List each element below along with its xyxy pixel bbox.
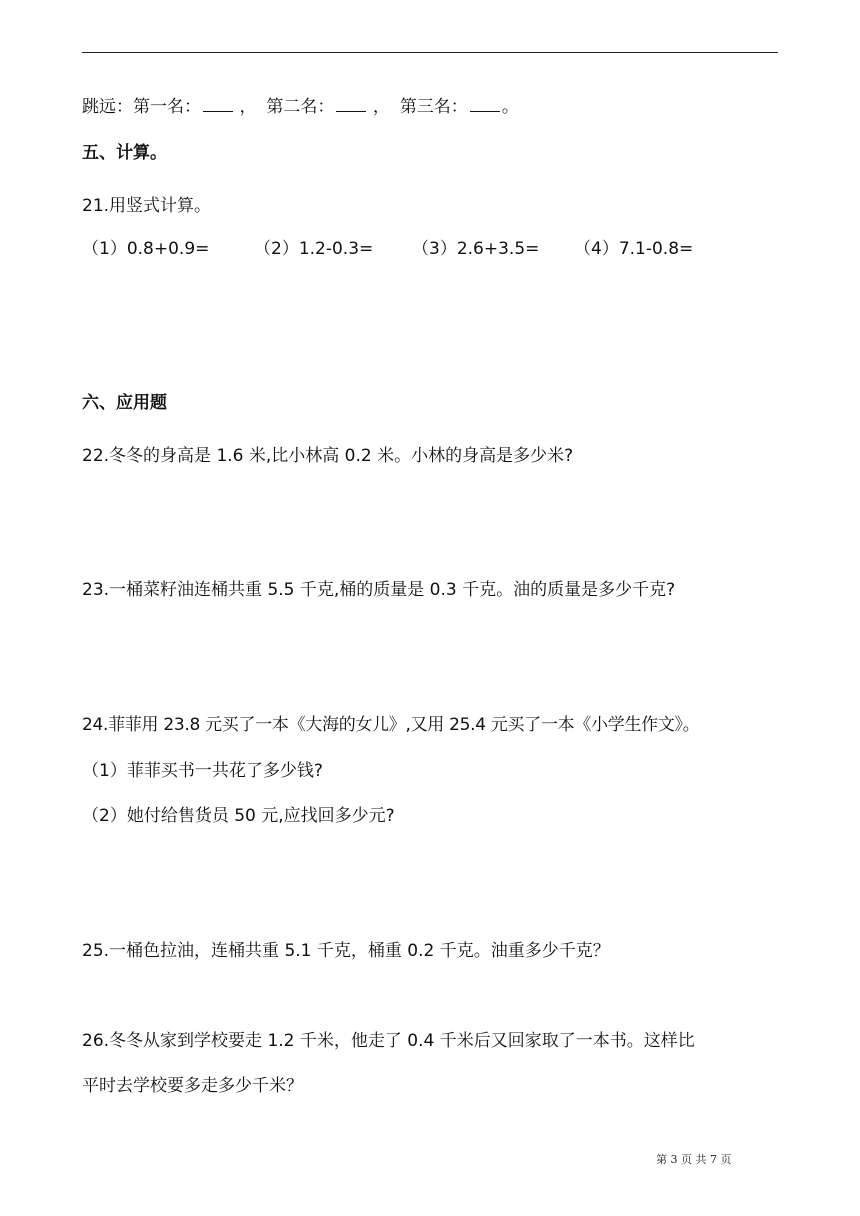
second-place-blank[interactable] — [336, 95, 366, 112]
question-26-line-1: 26.冬冬从家到学校要走 1.2 千米，他走了 0.4 千米后又回家取了一本书。这样比 — [82, 1031, 695, 1051]
section-6-heading: 六、应用题 — [82, 393, 167, 413]
second-place-label: 第二名： — [266, 97, 335, 117]
question-24-sub-2: （2）她付给售货员 50 元,应找回多少元? — [82, 806, 395, 826]
question-26-line-2: 平时去学校要多走多少千米？ — [82, 1076, 303, 1096]
question-21-items — [82, 238, 693, 260]
question-25: 25.一桶色拉油，连桶共重 5.1 千克，桶重 0.2 千克。油重多少千克？ — [82, 941, 610, 961]
long-jump-ranking — [82, 95, 519, 118]
calc-item-1: （1）0.8+0.9= — [82, 239, 210, 259]
question-24-sub-1: （1）菲菲买书一共花了多少钱? — [82, 761, 323, 781]
calc-item-2: （2）1.2-0.3= — [254, 239, 374, 259]
header-rule — [82, 52, 778, 53]
first-place-label: 第一名： — [133, 97, 201, 117]
question-24-title: 24.菲菲用 23.8 元买了一本《大海的女儿》,又用 25.4 元买了一本《小学生作文》。 — [82, 715, 700, 735]
question-22: 22.冬冬的身高是 1.6 米,比小林高 0.2 米。小林的身高是多少米? — [82, 446, 574, 466]
long-jump-label: 跳远： — [82, 97, 133, 117]
question-21-title: 21.用竖式计算。 — [82, 196, 212, 216]
first-place-blank[interactable] — [203, 95, 233, 112]
calc-item-4: （4）7.1-0.8= — [574, 239, 694, 259]
third-place-blank[interactable] — [470, 95, 500, 112]
page-number-footer: 第 3 页 共 7 页 — [656, 1153, 732, 1166]
calc-item-3: （3）2.6+3.5= — [412, 239, 540, 259]
third-place-label: 第三名： — [399, 97, 468, 117]
comma: ， — [372, 97, 390, 117]
period: 。 — [501, 97, 519, 117]
section-5-heading: 五、计算。 — [82, 143, 167, 163]
comma: ， — [239, 97, 257, 117]
question-23: 23.一桶菜籽油连桶共重 5.5 千克,桶的质量是 0.3 千克。油的质量是多少千克? — [82, 580, 676, 600]
